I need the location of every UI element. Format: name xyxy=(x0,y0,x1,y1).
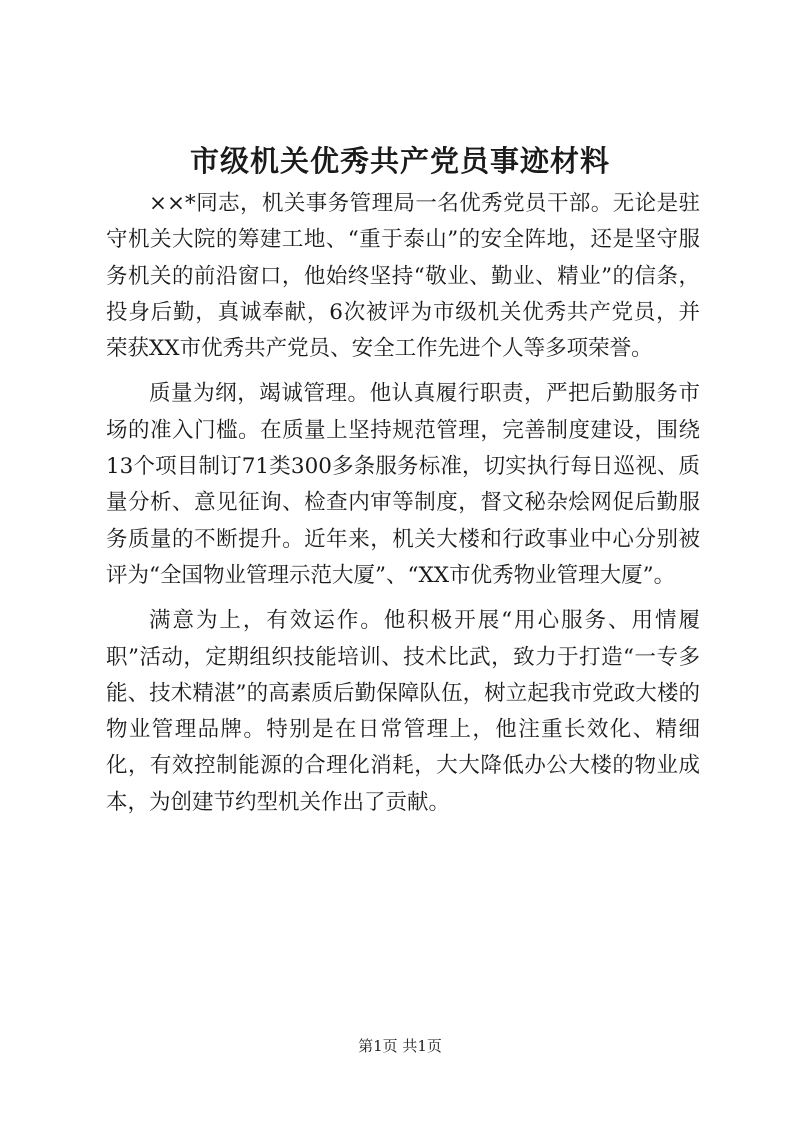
document-title: 市级机关优秀共产党员事迹材料 xyxy=(189,144,610,178)
paragraph-3: 满意为上，有效运作。他积极开展“用心服务、用情履职”活动，定期组织技能培训、技术比武，致力于打造“一专多能、技术精湛”的高素质后勤保障队伍，树立起我市党政大楼的物业管理品牌。特别是在日常管理上，他注重长效化、精细化，有效控制能源的合理化消耗，大大降低办公大楼的物业成本，为创建节约型机关作出了贡献。 xyxy=(106,608,700,815)
page-number-footer: 第1页 共1页 xyxy=(358,1037,442,1055)
document-body xyxy=(106,186,700,830)
paragraph-1: ××*同志，机关事务管理局一名优秀党员干部。无论是驻守机关大院的筹建工地、“重于泰山”的安全阵地，还是坚守服务机关的前沿窗口，他始终坚持“敬业、勤业、精业”的信条，投身后勤，真诚奉献，6次被评为市级机关优秀共产党员，并荣获XX市优秀共产党员、安全工作先进个人等多项荣誉。 xyxy=(106,191,700,362)
paragraph-2: 质量为纲，竭诚管理。他认真履行职责，严把后勤服务市场的准入门槛。在质量上坚持规范管理，完善制度建设，围绕13个项目制订71类300多条服务标准，切实执行每日巡视、质量分析、意见征询、检查内审等制度，督文秘杂烩网促后勤服务质量的不断提升。近年来，机关大楼和行政事业中心分别被评为“全国物业管理示范大厦”、“XX市优秀物业管理大厦”。 xyxy=(106,381,700,588)
